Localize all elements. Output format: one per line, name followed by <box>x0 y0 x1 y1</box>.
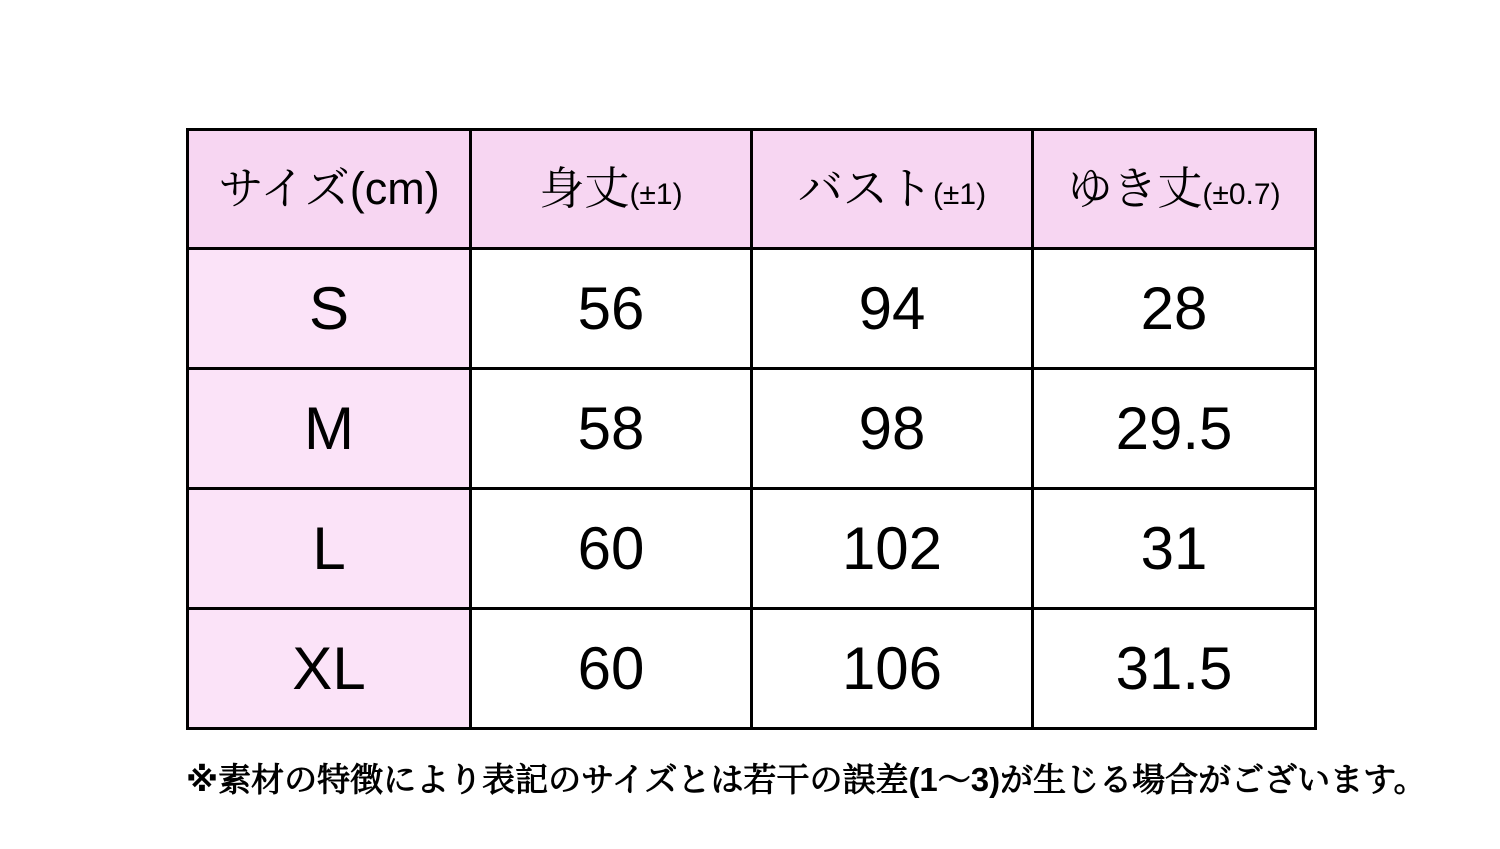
cell-sleeve <box>1033 489 1316 609</box>
table-row <box>188 489 1316 609</box>
length-value: 56 <box>577 274 645 342</box>
header-length-tolerance: (±1) <box>629 178 683 211</box>
cell-bust <box>752 609 1033 729</box>
cell-sleeve <box>1033 609 1316 729</box>
size-value: M <box>304 394 354 462</box>
length-value: 60 <box>577 514 645 582</box>
row-size-label <box>188 369 471 489</box>
header-cell-length <box>471 130 752 249</box>
table-header-row <box>188 130 1316 249</box>
cell-length <box>471 609 752 729</box>
size-value: L <box>312 514 346 582</box>
bust-value: 98 <box>858 394 926 462</box>
bust-value: 94 <box>858 274 926 342</box>
length-value: 60 <box>577 634 645 702</box>
bust-value: 102 <box>841 514 943 582</box>
disclaimer-note: ※素材の特徴により表記のサイズとは若干の誤差(1〜3)が生じる場合がございます。 <box>186 761 1427 798</box>
header-sleeve-label: ゆき丈 <box>1067 163 1203 214</box>
header-sleeve-tolerance: (±0.7) <box>1202 178 1281 211</box>
cell-bust <box>752 489 1033 609</box>
table-row <box>188 369 1316 489</box>
cell-bust <box>752 249 1033 369</box>
header-size-label: サイズ <box>218 163 350 214</box>
cell-length <box>471 369 752 489</box>
bust-value: 106 <box>841 634 943 702</box>
header-bust-tolerance: (±1) <box>932 178 987 211</box>
header-size-unit: (cm) <box>349 163 440 214</box>
size-value: S <box>308 274 350 342</box>
sleeve-value: 31.5 <box>1115 634 1233 702</box>
header-cell-size <box>188 130 471 249</box>
header-length-label: 身丈 <box>539 163 630 214</box>
sleeve-value: 29.5 <box>1115 394 1233 462</box>
sleeve-value: 28 <box>1140 274 1208 342</box>
length-value: 58 <box>577 394 645 462</box>
table-row <box>188 609 1316 729</box>
size-value: XL <box>292 634 366 702</box>
header-cell-sleeve <box>1033 130 1316 249</box>
sleeve-value: 31 <box>1140 514 1208 582</box>
row-size-label <box>188 609 471 729</box>
header-bust-label: バスト <box>797 163 933 214</box>
cell-bust <box>752 369 1033 489</box>
cell-length <box>471 249 752 369</box>
size-table-container <box>186 128 1314 730</box>
table-row <box>188 249 1316 369</box>
cell-sleeve <box>1033 369 1316 489</box>
header-cell-bust <box>752 130 1033 249</box>
row-size-label <box>188 249 471 369</box>
size-table <box>186 128 1317 730</box>
cell-sleeve <box>1033 249 1316 369</box>
cell-length <box>471 489 752 609</box>
row-size-label <box>188 489 471 609</box>
